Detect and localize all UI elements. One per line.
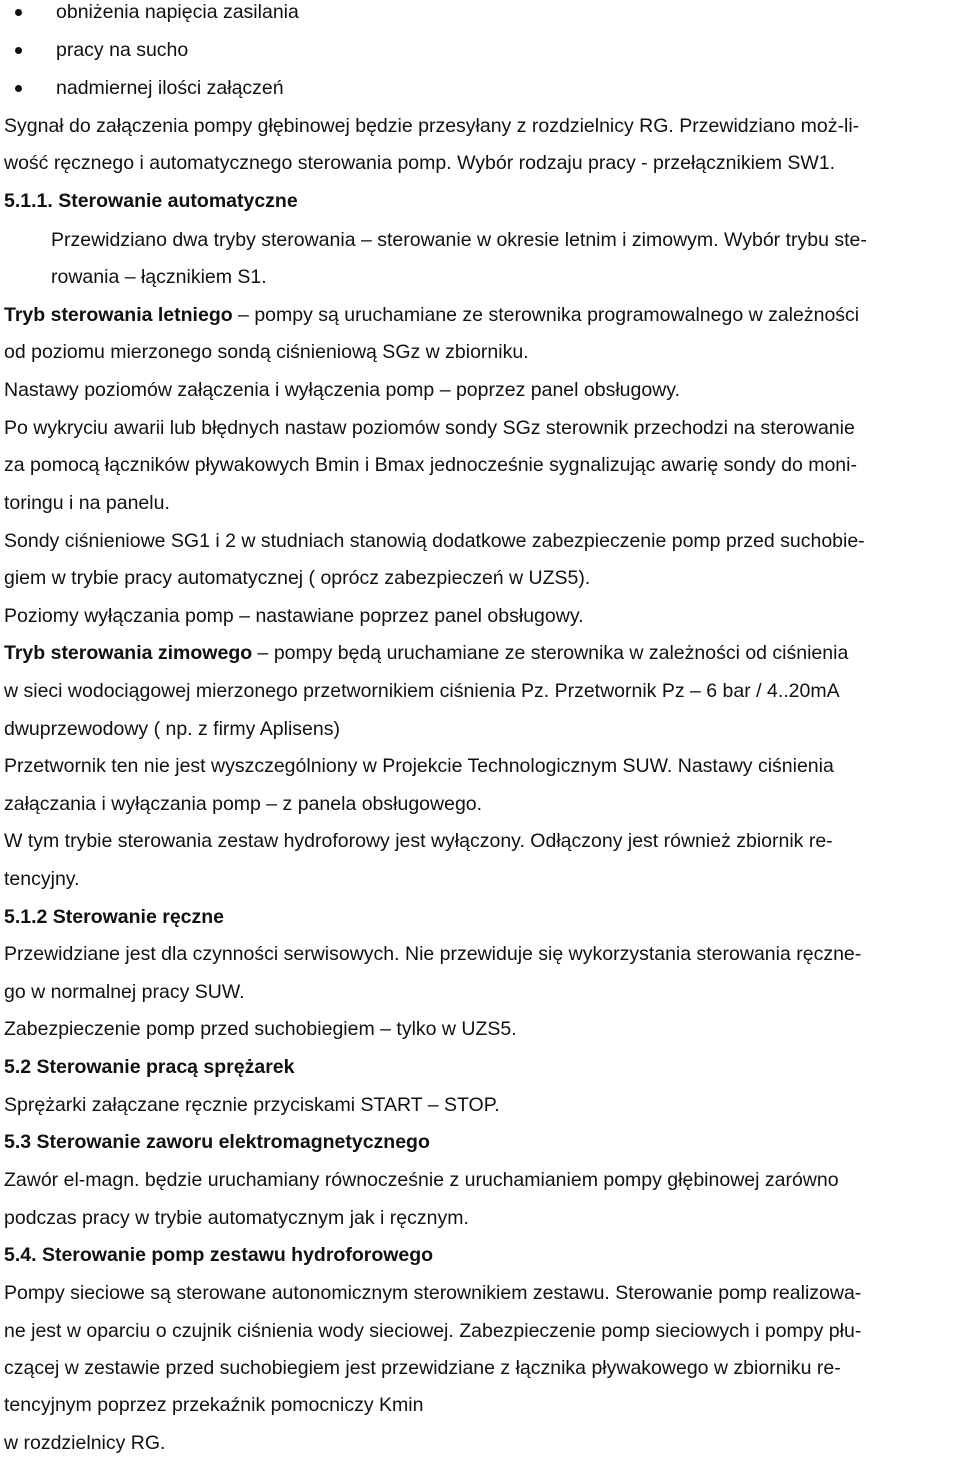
text-line xyxy=(4,1206,469,1230)
line-text: – pompy są uruchamiane ze sterownika programowalnego w zależności xyxy=(232,304,860,326)
text-line xyxy=(4,1281,861,1305)
line-text: 5.3 Sterowanie zaworu elektromagnetycznego xyxy=(4,1131,430,1153)
line-text: podczas pracy w trybie automatycznym jak i ręcznym. xyxy=(4,1207,469,1229)
text-line xyxy=(4,1017,517,1041)
line-text: ne jest w oparciu o czujnik ciśnienia wody sieciowej. Zabezpieczenie pomp sieciowych i pompy płu- xyxy=(4,1320,862,1342)
section-heading xyxy=(4,1243,433,1267)
line-text: W tym trybie sterowania zestaw hydroforowy jest wyłączony. Odłączony jest również zbiornik re- xyxy=(4,830,833,852)
line-text: 5.2 Sterowanie pracą sprężarek xyxy=(4,1056,295,1078)
text-line xyxy=(4,641,848,665)
line-text: toringu i na panelu. xyxy=(4,492,170,514)
bullet-item xyxy=(0,38,900,62)
text-line xyxy=(4,604,584,628)
bullet-dot-icon xyxy=(15,47,22,54)
text-line xyxy=(4,980,245,1004)
bullet-text: pracy na sucho xyxy=(56,39,189,61)
line-text: Zawór el-magn. będzie uruchamiany równocześnie z uruchamianiem pompy głębinowej zarówno xyxy=(4,1169,839,1191)
line-text: 5.4. Sterowanie pomp zestawu hydroforowego xyxy=(4,1244,434,1266)
text-line xyxy=(4,829,833,853)
line-text: 5.1.1. Sterowanie automatyczne xyxy=(4,190,298,212)
line-text: Przewidziane jest dla czynności serwisowych. Nie przewiduje się wykorzystania sterowania ręczne- xyxy=(4,943,862,965)
text-line xyxy=(4,566,590,590)
text-line xyxy=(4,1431,165,1455)
text-line xyxy=(51,228,867,252)
text-line xyxy=(4,867,80,891)
line-text: giem w trybie pracy automatycznej ( oprócz zabezpieczeń w UZS5). xyxy=(4,567,591,589)
text-line xyxy=(4,303,859,327)
line-text: Sygnał do załączenia pompy głębinowej będzie przesyłany z rozdzielnicy RG. Przewidziano moż-li- xyxy=(4,115,860,137)
line-text: załączania i wyłączania pomp – z panela obsługowego. xyxy=(4,793,483,815)
line-text: w rozdzielnicy RG. xyxy=(4,1432,166,1454)
bold-lead: Tryb sterowania letniego xyxy=(4,304,233,326)
line-text: od poziomu mierzonego sondą ciśnieniową SGz w zbiorniku. xyxy=(4,341,529,363)
line-text: Sprężarki załączane ręcznie przyciskami START – STOP. xyxy=(4,1094,500,1116)
text-line xyxy=(4,1393,423,1417)
text-line xyxy=(4,529,865,553)
bullet-text: nadmiernej ilości załączeń xyxy=(56,77,284,99)
line-text: czącej w zestawie przed suchobiegiem jest przewidziane z łącznika pływakowego w zbiorniku re- xyxy=(4,1357,841,1379)
line-text: – pompy będą uruchamiane ze sterownika w zależności od ciśnienia xyxy=(252,642,849,664)
line-text: Przewidziano dwa tryby sterowania – sterowanie w okresie letnim i zimowym. Wybór trybu ste- xyxy=(51,229,867,251)
section-heading xyxy=(4,905,224,929)
text-line xyxy=(4,491,170,515)
text-line xyxy=(4,717,340,741)
text-line xyxy=(51,265,267,289)
line-text: Poziomy wyłączania pomp – nastawiane poprzez panel obsługowy. xyxy=(4,605,584,627)
line-text: za pomocą łączników pływakowych Bmin i Bmax jednocześnie sygnalizując awarię sondy do moni- xyxy=(4,454,857,476)
text-line xyxy=(4,151,835,175)
section-heading xyxy=(4,1055,295,1079)
text-line xyxy=(4,453,857,477)
text-line xyxy=(4,378,680,402)
line-text: 5.1.2 Sterowanie ręczne xyxy=(4,906,225,928)
bullet-item xyxy=(0,76,900,100)
section-heading xyxy=(4,1130,430,1154)
text-line xyxy=(4,942,861,966)
line-text: wość ręcznego i automatycznego sterowania pomp. Wybór rodzaju pracy - przełącznikiem SW1. xyxy=(4,152,836,174)
text-line xyxy=(4,340,529,364)
text-line xyxy=(4,679,840,703)
text-line xyxy=(4,416,855,440)
text-line xyxy=(4,1093,500,1117)
line-text: w sieci wodociągowej mierzonego przetwornikiem ciśnienia Pz. Przetwornik Pz – 6 bar / 4..20mA xyxy=(4,680,840,702)
line-text: tencyjnym poprzez przekaźnik pomocniczy Kmin xyxy=(4,1394,424,1416)
text-line xyxy=(4,1168,839,1192)
line-text: Zabezpieczenie pomp przed suchobiegiem – tylko w UZS5. xyxy=(4,1018,517,1040)
line-text: Sondy ciśnieniowe SG1 i 2 w studniach stanowią dodatkowe zabezpieczenie pomp przed suchobie- xyxy=(4,530,865,552)
bullet-dot-icon xyxy=(15,85,22,92)
text-line xyxy=(4,1356,841,1380)
section-heading xyxy=(4,189,298,213)
line-text: Pompy sieciowe są sterowane autonomicznym sterownikiem zestawu. Sterowanie pomp realizowa- xyxy=(4,1282,862,1304)
text-line xyxy=(4,114,859,138)
bullet-text: obniżenia napięcia zasilania xyxy=(56,1,299,23)
text-line xyxy=(4,792,482,816)
line-text: go w normalnej pracy SUW. xyxy=(4,981,245,1003)
line-text: rowania – łącznikiem S1. xyxy=(51,266,267,288)
line-text: dwuprzewodowy ( np. z firmy Aplisens) xyxy=(4,718,340,740)
text-line xyxy=(4,754,834,778)
text-line xyxy=(4,1319,861,1343)
bold-lead: Tryb sterowania zimowego xyxy=(4,642,253,664)
bullet-item xyxy=(0,0,900,24)
line-text: Nastawy poziomów załączenia i wyłączenia pomp – poprzez panel obsługowy. xyxy=(4,379,680,401)
line-text: Po wykryciu awarii lub błędnych nastaw poziomów sondy SGz sterownik przechodzi na sterowanie xyxy=(4,417,855,439)
bullet-dot-icon xyxy=(15,9,22,16)
line-text: tencyjny. xyxy=(4,868,80,890)
line-text: Przetwornik ten nie jest wyszczególniony w Projekcie Technologicznym SUW. Nastawy ciśnienia xyxy=(4,755,834,777)
